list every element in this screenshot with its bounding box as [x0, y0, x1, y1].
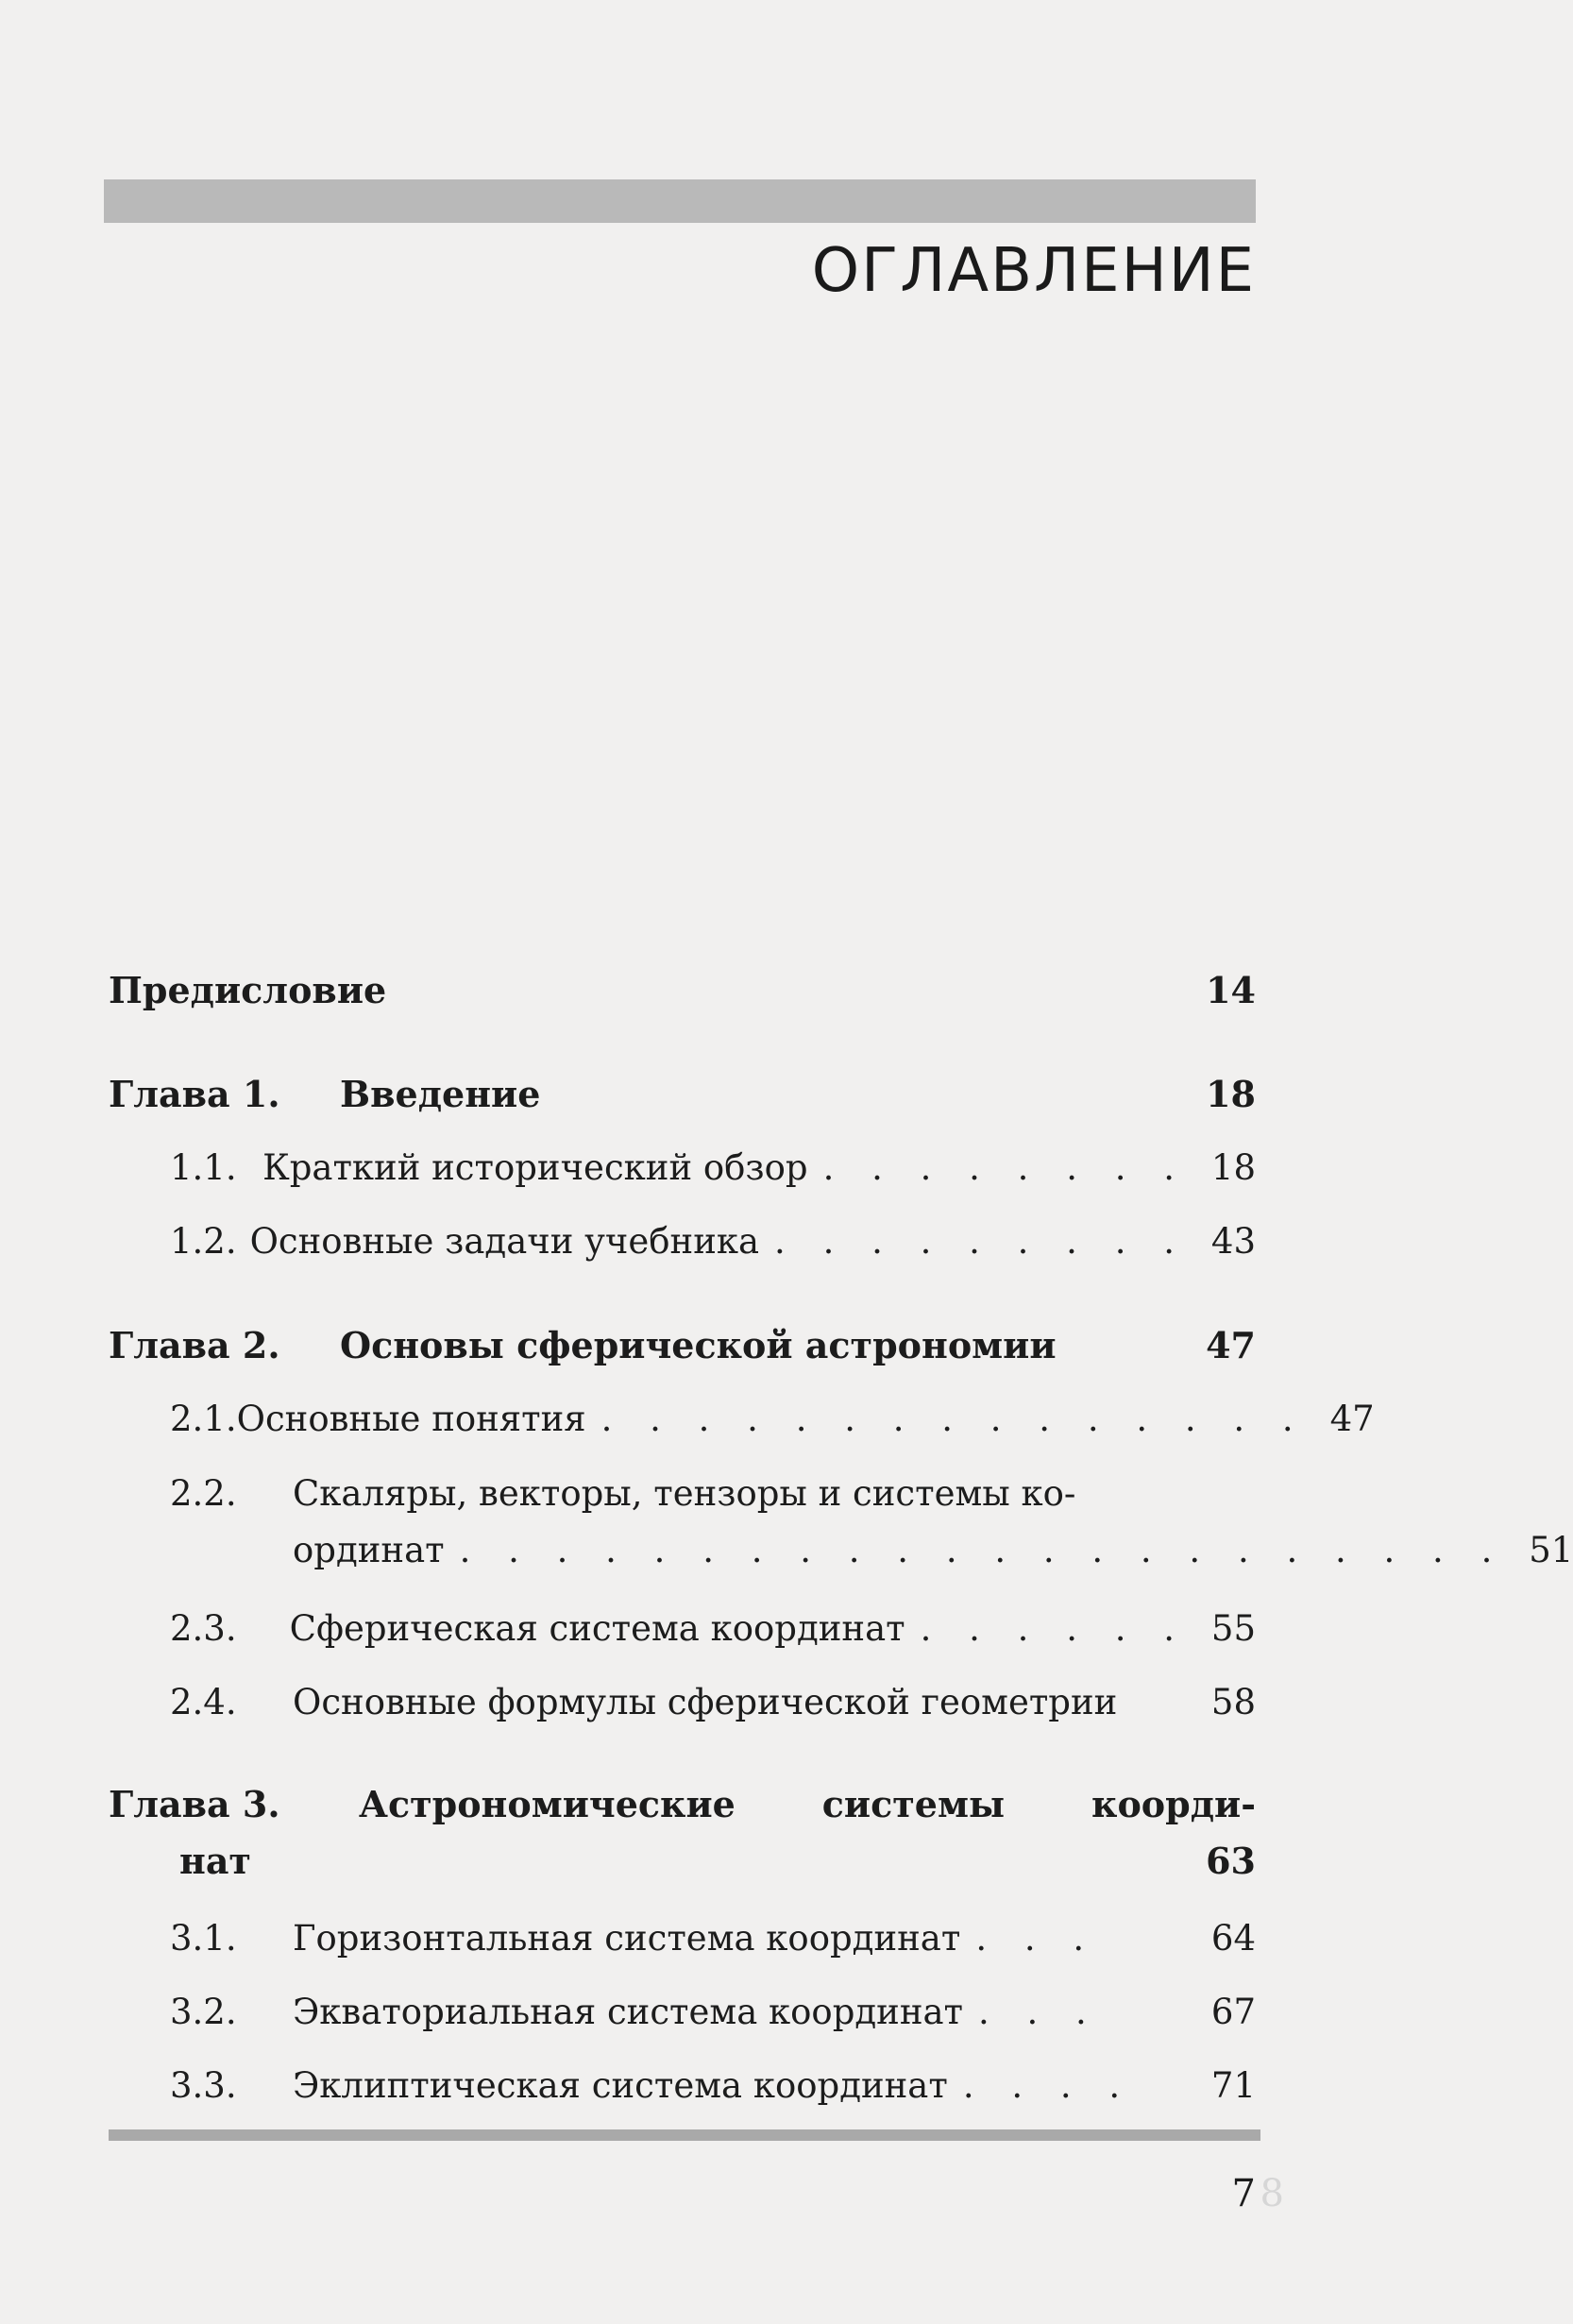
- toc-section-3-2[interactable]: [170, 1985, 1256, 2040]
- page-number: 7: [1231, 2172, 1256, 2215]
- section-title: Основные понятия: [236, 1399, 586, 1439]
- dot-leader: . . . . . . . . .: [774, 1221, 1188, 1262]
- chapter-number: Глава 1.: [109, 1073, 280, 1115]
- chapter-number: Глава 2.: [109, 1324, 280, 1366]
- toc-section-2-3[interactable]: [170, 1602, 1256, 1656]
- section-title: Эклиптическая система координат: [293, 2065, 948, 2106]
- section-page: 55: [1210, 1608, 1256, 1649]
- toc-section-3-3[interactable]: [170, 2059, 1256, 2113]
- dot-leader: . . . .: [962, 2065, 1134, 2106]
- chapter-title: Астрономические системы коорди-: [359, 1783, 1256, 1825]
- section-title-continued: ординат: [293, 1530, 445, 1570]
- toc-section-2-1[interactable]: [170, 1392, 1375, 1447]
- bleed-through-number: 8: [1260, 2172, 1284, 2215]
- section-title: Основные задачи учебника: [249, 1221, 760, 1262]
- section-number: 2.1.: [170, 1399, 237, 1439]
- section-number: 1.1.: [170, 1147, 237, 1188]
- section-number: 2.3.: [170, 1608, 237, 1649]
- toc-entry-preface[interactable]: [109, 963, 1256, 1018]
- toc-entry-title: Предисловие: [109, 969, 387, 1011]
- dot-leader: . . .: [975, 1918, 1098, 1959]
- dot-leader: . . . . . . . . . . . . . . .: [600, 1399, 1307, 1439]
- section-number: 1.2.: [170, 1221, 237, 1262]
- toc-section-3-1[interactable]: [170, 1911, 1256, 1966]
- chapter-page: 47: [1206, 1324, 1256, 1366]
- chapter-title: Основы сферической астрономии: [340, 1324, 1057, 1366]
- toc-chapter-1[interactable]: [109, 1067, 1256, 1122]
- section-page: 47: [1329, 1399, 1375, 1439]
- section-number: 2.2.: [170, 1473, 237, 1514]
- section-title: Основные формулы сферической геометрии: [293, 1682, 1118, 1722]
- dot-leader: . . . . . . . .: [822, 1147, 1188, 1188]
- section-title: Горизонтальная система координат: [293, 1918, 961, 1959]
- toc-section-2-4[interactable]: [170, 1675, 1256, 1730]
- toc-section-2-2[interactable]: [170, 1467, 1573, 1581]
- chapter-title: Введение: [340, 1073, 541, 1115]
- dot-leader: . . .: [978, 1992, 1100, 2032]
- toc-section-1-1[interactable]: [170, 1141, 1256, 1196]
- header-rule: [104, 179, 1256, 223]
- section-title: Скаляры, векторы, тензоры и системы ко-: [293, 1473, 1076, 1514]
- section-number: 3.1.: [170, 1918, 237, 1959]
- section-page: 51: [1529, 1530, 1573, 1570]
- chapter-number: Глава 3.: [109, 1783, 280, 1825]
- toc-entry-page: 14: [1206, 969, 1256, 1011]
- chapter-page: 63: [1206, 1840, 1256, 1882]
- section-number: 3.2.: [170, 1992, 237, 2032]
- chapter-page: 18: [1206, 1073, 1256, 1115]
- section-page: 43: [1210, 1221, 1256, 1262]
- section-title: Сферическая система координат: [289, 1608, 905, 1649]
- section-page: 64: [1210, 1918, 1256, 1959]
- section-page: 58: [1210, 1682, 1256, 1722]
- section-page: 67: [1210, 1992, 1256, 2032]
- toc-chapter-2[interactable]: [109, 1318, 1256, 1373]
- section-page: 71: [1210, 2065, 1256, 2106]
- toc-section-1-2[interactable]: [170, 1214, 1256, 1269]
- toc-chapter-3[interactable]: [109, 1777, 1256, 1891]
- section-title: Краткий исторический обзор: [262, 1147, 808, 1188]
- chapter-title-continued: нат: [179, 1840, 251, 1882]
- section-number: 3.3.: [170, 2065, 237, 2106]
- dot-leader: . . . . . . . . . . . . . . . . . . . . . .: [459, 1530, 1506, 1570]
- dot-leader: . . . . . .: [920, 1608, 1188, 1649]
- section-number: 2.4.: [170, 1682, 237, 1722]
- page-heading: ОГЛАВЛЕНИЕ: [811, 236, 1256, 306]
- section-title: Экваториальная система координат: [293, 1992, 964, 2032]
- footer-rule: [109, 2129, 1260, 2141]
- section-page: 18: [1210, 1147, 1256, 1188]
